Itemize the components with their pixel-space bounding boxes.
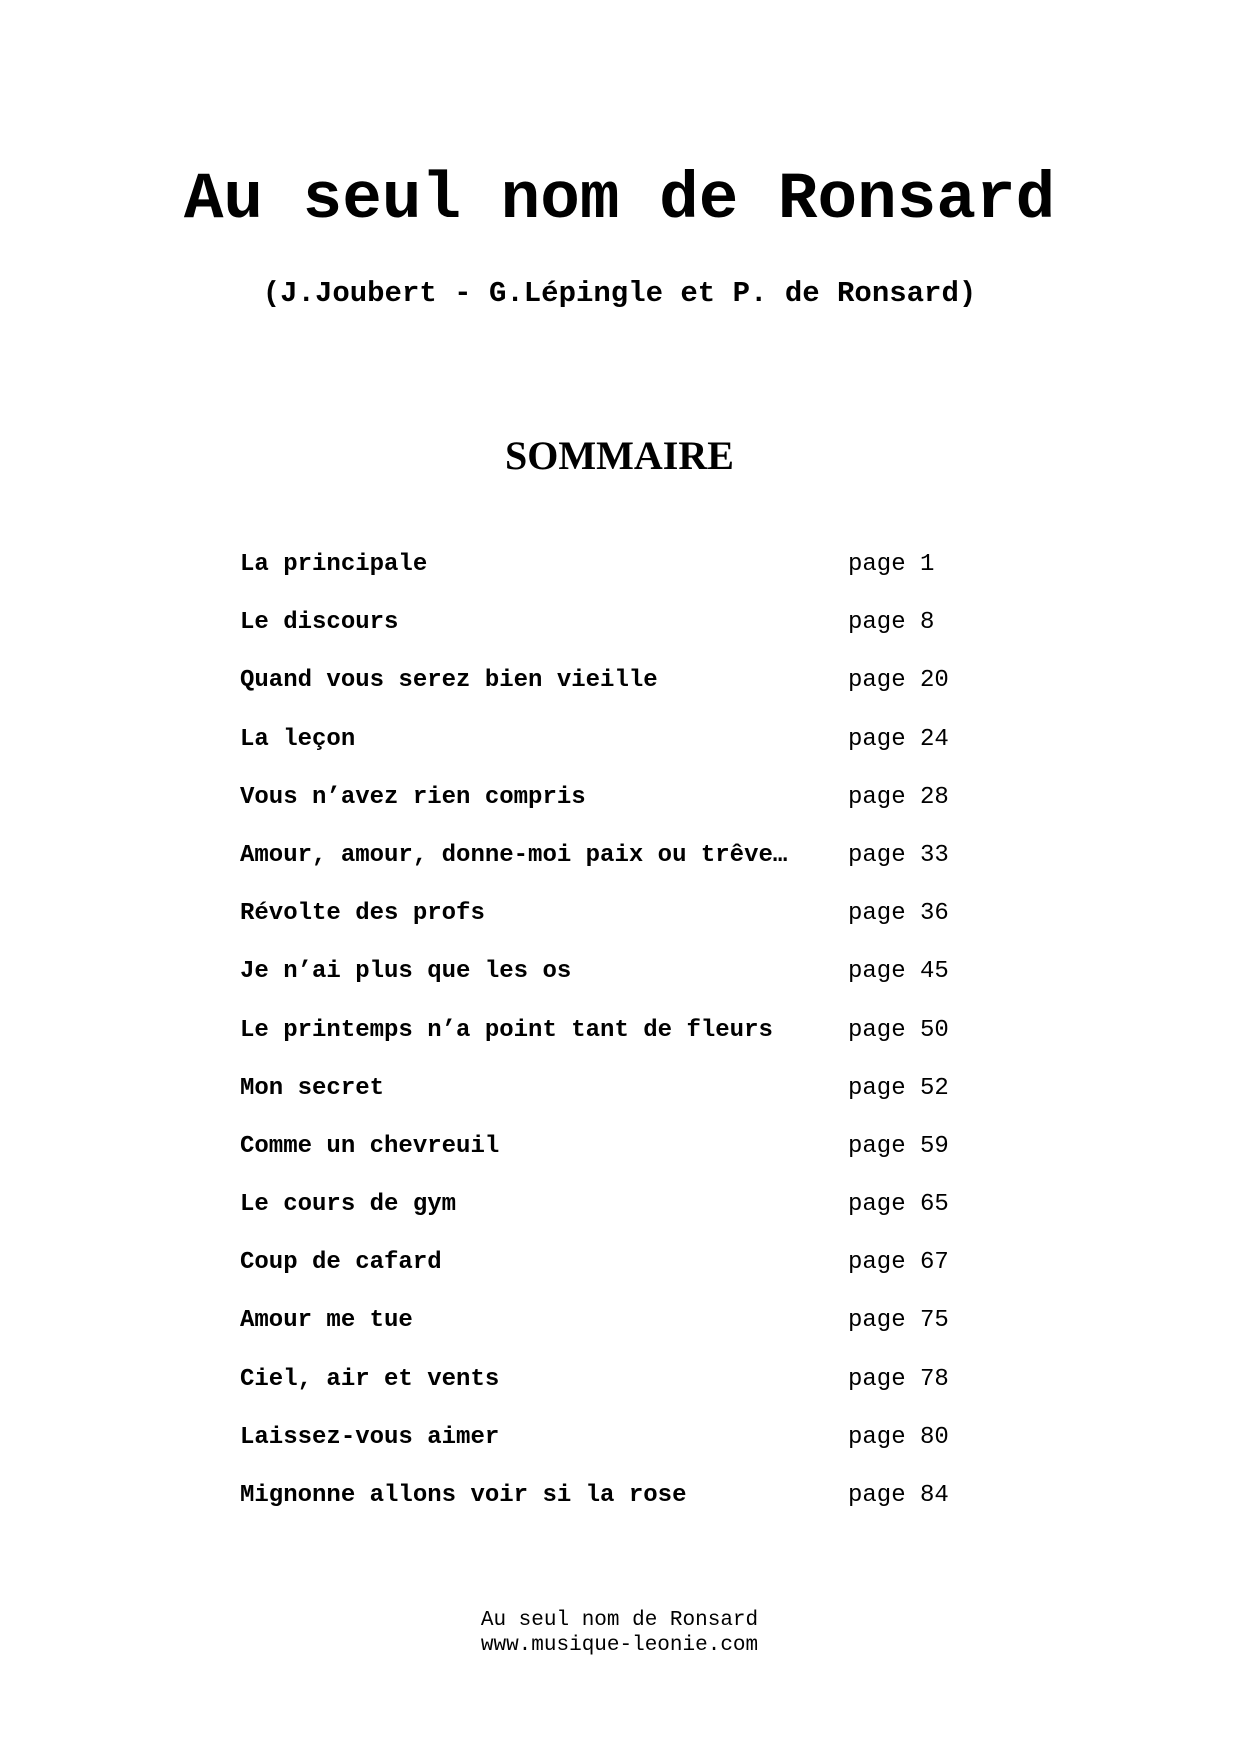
toc-entry-title: Amour me tue (240, 1307, 413, 1335)
table-of-contents (240, 550, 1000, 1539)
toc-entry (240, 1016, 1000, 1074)
toc-entry (240, 899, 1000, 957)
toc-entry-page: page 20 (848, 667, 949, 695)
toc-entry-title: Ciel, air et vents (240, 1365, 500, 1393)
toc-entry-title: Vous n’avez rien compris (240, 783, 586, 811)
toc-entry-page: page 65 (848, 1191, 949, 1219)
toc-entry-page: page 8 (848, 609, 935, 637)
toc-entry (240, 1365, 1000, 1423)
toc-entry-title: Laissez-vous aimer (240, 1423, 500, 1451)
toc-entry-title: Le printemps n’a point tant de fleurs (240, 1016, 773, 1044)
toc-entry-title: Mon secret (240, 1074, 385, 1102)
toc-entry (240, 1248, 1000, 1306)
toc-entry-title: Je n’ai plus que les os (240, 958, 572, 986)
toc-entry-title: Quand vous serez bien vieille (240, 667, 658, 695)
toc-entry-title: Révolte des profs (240, 900, 485, 928)
page-footer (0, 1608, 1239, 1658)
toc-entry-title: Coup de cafard (240, 1249, 442, 1277)
toc-entry-page: page 36 (848, 900, 949, 928)
toc-entry-page: page 75 (848, 1307, 949, 1335)
toc-entry (240, 608, 1000, 666)
toc-entry (240, 783, 1000, 841)
toc-entry (240, 1074, 1000, 1132)
toc-entry-page: page 45 (848, 958, 949, 986)
toc-entry-page: page 78 (848, 1365, 949, 1393)
toc-entry-page: page 33 (848, 841, 949, 869)
toc-entry (240, 550, 1000, 608)
toc-entry (240, 957, 1000, 1015)
toc-entry-title: Mignonne allons voir si la rose (240, 1482, 687, 1509)
toc-entry-title: La principale (240, 551, 428, 578)
toc-entry (240, 1481, 1000, 1539)
toc-entry-title: Amour, amour, donne-moi paix ou trêve… (240, 841, 788, 869)
toc-heading: SOMMAIRE (505, 433, 734, 478)
toc-entry-page: page 50 (848, 1016, 949, 1044)
toc-entry (240, 1132, 1000, 1190)
toc-entry-page: page 59 (848, 1132, 949, 1160)
toc-entry-page: page 67 (848, 1249, 949, 1277)
credits-subtitle: (J.Joubert - G.Lépingle et P. de Ronsard) (262, 277, 977, 310)
footer-title: Au seul nom de Ronsard (480, 1609, 759, 1632)
toc-entry-page: page 1 (848, 551, 935, 578)
toc-entry (240, 1190, 1000, 1248)
toc-entry-page: page 84 (848, 1482, 949, 1509)
toc-entry-page: page 28 (848, 783, 949, 811)
toc-entry-title: Le cours de gym (240, 1191, 457, 1219)
toc-entry-title: Comme un chevreuil (240, 1132, 500, 1160)
page-title: Au seul nom de Ronsard (183, 162, 1056, 237)
toc-entry (240, 725, 1000, 783)
toc-entry-page: page 52 (848, 1074, 949, 1102)
toc-entry (240, 1306, 1000, 1364)
toc-entry-page: page 24 (848, 725, 949, 753)
toc-entry-title: Le discours (240, 609, 399, 637)
toc-entry (240, 666, 1000, 724)
toc-entry (240, 1423, 1000, 1481)
toc-entry-page: page 80 (848, 1423, 949, 1451)
footer-website: www.musique-leonie.com (480, 1634, 759, 1657)
toc-entry-title: La leçon (240, 725, 356, 753)
toc-entry (240, 841, 1000, 899)
